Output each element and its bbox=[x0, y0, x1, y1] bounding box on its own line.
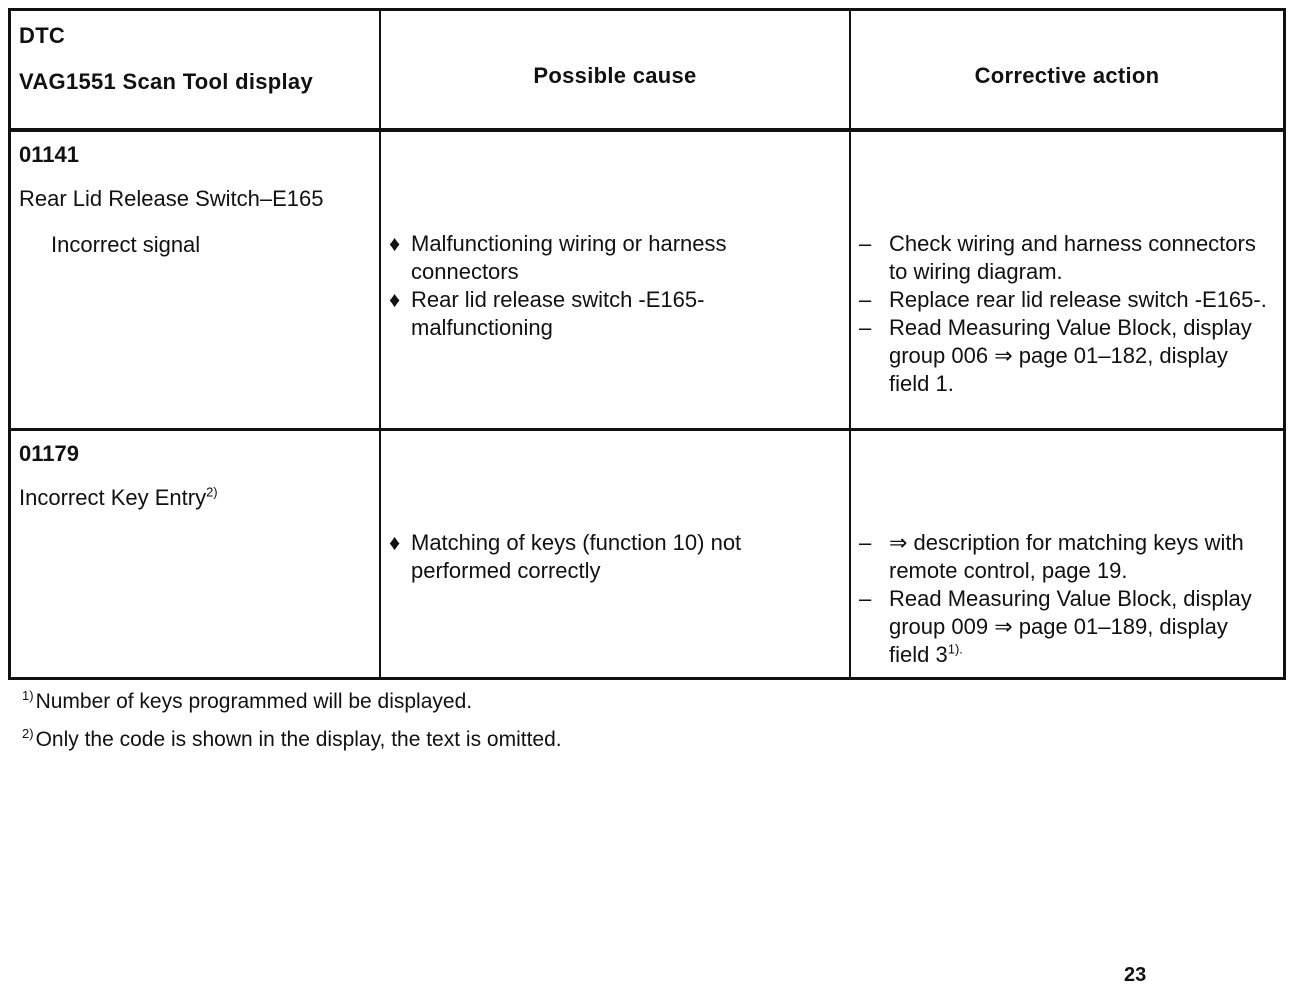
dash-icon: – bbox=[859, 530, 872, 555]
dtc-description-text: Incorrect Key Entry bbox=[19, 485, 207, 510]
dash-icon: – bbox=[859, 287, 872, 312]
list-item bbox=[859, 529, 1273, 585]
dash-icon: – bbox=[859, 315, 872, 340]
header-dtc-cell bbox=[11, 11, 381, 128]
action-text: ⇒ description for matching keys with remote control, page 19. bbox=[889, 530, 1244, 583]
footnote-text: Only the code is shown in the display, the text is omitted. bbox=[35, 728, 562, 751]
dtc-cell bbox=[11, 132, 381, 428]
cause-cell bbox=[381, 132, 851, 428]
dtc-description-text: Rear Lid Release Switch–E165 bbox=[19, 186, 324, 211]
cause-text: Malfunctioning wiring or harness connectors bbox=[411, 231, 727, 284]
footnote-text: Number of keys programmed will be displayed. bbox=[35, 690, 473, 713]
dash-icon: – bbox=[859, 231, 872, 256]
dtc-condition: Incorrect signal bbox=[51, 232, 201, 257]
bullet-icon: ♦ bbox=[389, 231, 401, 256]
cause-list bbox=[389, 529, 839, 585]
footnote-ref: 1). bbox=[947, 641, 963, 657]
dtc-cell bbox=[11, 431, 381, 677]
footnote-mark: 2) bbox=[22, 726, 34, 741]
action-cell bbox=[851, 132, 1283, 428]
dtc-description bbox=[19, 186, 324, 212]
header-display-label: VAG1551 Scan Tool display bbox=[19, 69, 314, 94]
cause-text: Rear lid release switch -E165- malfunctioning bbox=[411, 287, 705, 340]
action-list bbox=[859, 529, 1273, 669]
header-cause-label: Possible cause bbox=[533, 63, 697, 88]
dash-icon: – bbox=[859, 586, 872, 611]
action-list bbox=[859, 230, 1273, 398]
action-cell bbox=[851, 431, 1283, 677]
dtc-description bbox=[19, 485, 218, 511]
footnote bbox=[22, 728, 562, 752]
header-dtc-label: DTC bbox=[19, 23, 66, 48]
cause-text: Matching of keys (function 10) not performed correctly bbox=[411, 530, 742, 583]
dtc-code: 01141 bbox=[19, 142, 79, 167]
action-text: Read Measuring Value Block, display group 006 ⇒ page 01–182, display field 1. bbox=[889, 315, 1252, 396]
list-item bbox=[389, 286, 839, 342]
header-action-cell bbox=[851, 11, 1283, 128]
page-number: 23 bbox=[1124, 964, 1147, 986]
action-text: Check wiring and harness connectors to wiring diagram. bbox=[889, 231, 1256, 284]
action-text: Replace rear lid release switch -E165-. bbox=[889, 287, 1267, 312]
footnote bbox=[22, 690, 472, 714]
list-item bbox=[859, 286, 1273, 314]
table-header-row bbox=[11, 11, 1283, 132]
list-item bbox=[389, 230, 839, 286]
list-item bbox=[859, 585, 1273, 669]
dtc-table bbox=[8, 8, 1286, 680]
list-item bbox=[859, 314, 1273, 398]
footnote-ref: 2) bbox=[206, 484, 218, 500]
list-item bbox=[859, 230, 1273, 286]
bullet-icon: ♦ bbox=[389, 530, 401, 555]
list-item bbox=[389, 529, 839, 585]
table-row bbox=[11, 431, 1283, 677]
cause-cell bbox=[381, 431, 851, 677]
cause-list bbox=[389, 230, 839, 342]
header-cause-cell bbox=[381, 11, 851, 128]
dtc-code: 01179 bbox=[19, 441, 79, 466]
header-action-label: Corrective action bbox=[974, 63, 1160, 88]
bullet-icon: ♦ bbox=[389, 287, 401, 312]
action-text: Read Measuring Value Block, display group 009 ⇒ page 01–189, display field 3 bbox=[889, 586, 1252, 667]
table-row bbox=[11, 132, 1283, 431]
footnote-mark: 1) bbox=[22, 688, 34, 703]
